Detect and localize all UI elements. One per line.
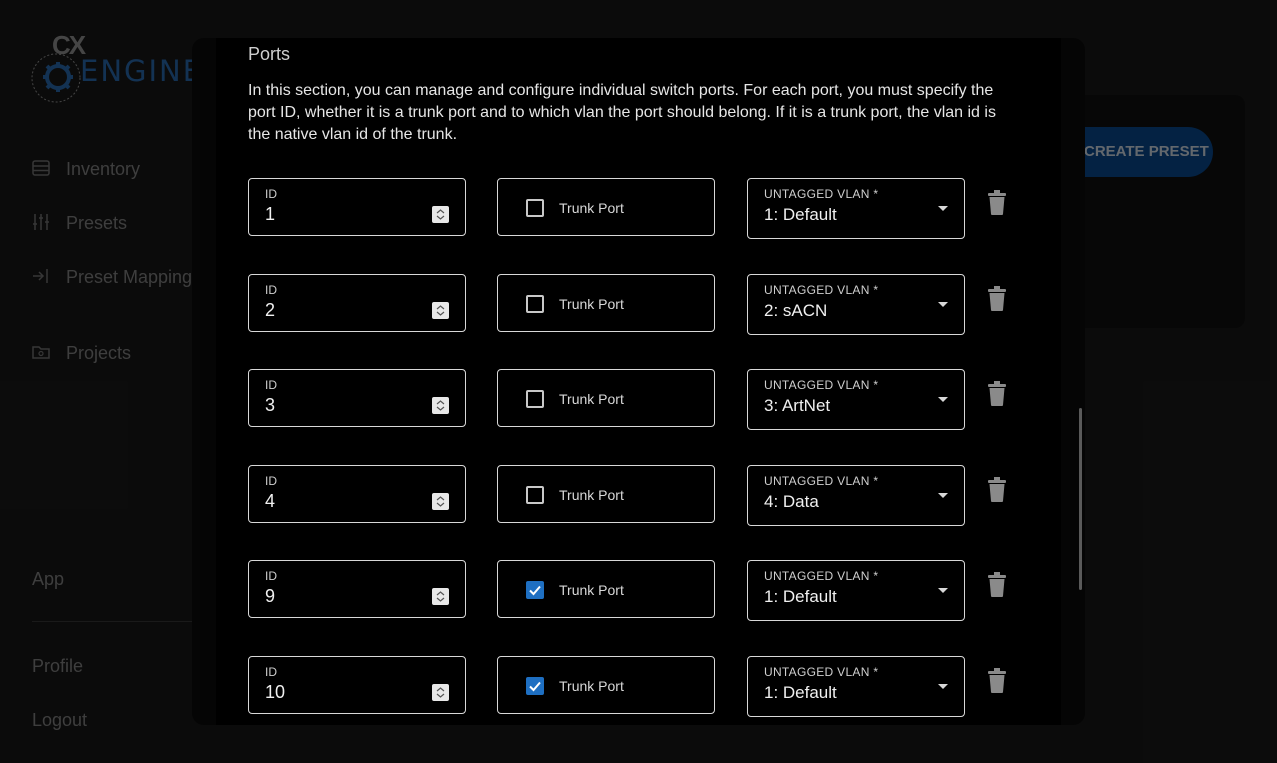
trunk-port-toggle[interactable] <box>497 178 715 236</box>
delete-port-icon[interactable] <box>988 381 1006 407</box>
untagged-vlan-value: 4: Data <box>764 492 819 511</box>
dropdown-arrow-icon <box>938 684 948 689</box>
port-row <box>248 274 1018 336</box>
untagged-vlan-select[interactable] <box>747 560 965 621</box>
port-id-input[interactable] <box>248 274 466 332</box>
port-row <box>248 369 1018 431</box>
port-row <box>248 178 1018 240</box>
port-id-value: 1 <box>265 204 276 224</box>
untagged-vlan-select[interactable] <box>747 656 965 717</box>
checkbox-unchecked-icon[interactable] <box>526 295 544 313</box>
trunk-port-label: Trunk Port <box>559 678 624 694</box>
number-stepper-icon[interactable] <box>432 397 449 414</box>
untagged-vlan-select[interactable] <box>747 465 965 526</box>
port-id-label: ID <box>265 187 277 201</box>
scrollbar-thumb[interactable] <box>1079 408 1082 590</box>
number-stepper-icon[interactable] <box>432 684 449 701</box>
untagged-vlan-label: UNTAGGED VLAN * <box>764 665 879 679</box>
delete-port-icon[interactable] <box>988 286 1006 312</box>
dropdown-arrow-icon <box>938 397 948 402</box>
port-row <box>248 656 1018 718</box>
untagged-vlan-value: 2: sACN <box>764 301 828 320</box>
dropdown-arrow-icon <box>938 493 948 498</box>
untagged-vlan-select[interactable] <box>747 369 965 430</box>
untagged-vlan-label: UNTAGGED VLAN * <box>764 569 879 583</box>
port-id-input[interactable] <box>248 656 466 714</box>
section-description: In this section, you can manage and configure individual switch ports. For each port, you must specify the port ID, whether it is a trunk port and to which vlan the port should belong. If it is a trunk port, the vlan id is the native vlan id of the trunk. <box>248 82 996 143</box>
untagged-vlan-label: UNTAGGED VLAN * <box>764 474 879 488</box>
trunk-port-toggle[interactable] <box>497 274 715 332</box>
number-stepper-icon[interactable] <box>432 493 449 510</box>
number-stepper-icon[interactable] <box>432 206 449 223</box>
untagged-vlan-label: UNTAGGED VLAN * <box>764 187 879 201</box>
port-id-label: ID <box>265 569 277 583</box>
dropdown-arrow-icon <box>938 206 948 211</box>
port-id-value: 2 <box>265 300 276 320</box>
trunk-port-label: Trunk Port <box>559 582 624 598</box>
dropdown-arrow-icon <box>938 588 948 593</box>
ports-dialog <box>192 38 1085 725</box>
checkbox-unchecked-icon[interactable] <box>526 486 544 504</box>
trunk-port-label: Trunk Port <box>559 200 624 216</box>
port-id-value: 3 <box>265 395 276 415</box>
delete-port-icon[interactable] <box>988 477 1006 503</box>
port-id-input[interactable] <box>248 465 466 523</box>
port-id-label: ID <box>265 283 277 297</box>
port-id-value: 4 <box>265 491 276 511</box>
trunk-port-label: Trunk Port <box>559 296 624 312</box>
untagged-vlan-value: 3: ArtNet <box>764 396 831 415</box>
untagged-vlan-label: UNTAGGED VLAN * <box>764 283 879 297</box>
delete-port-icon[interactable] <box>988 190 1006 216</box>
dropdown-arrow-icon <box>938 302 948 307</box>
port-row <box>248 465 1018 527</box>
untagged-vlan-value: 1: Default <box>764 587 837 606</box>
untagged-vlan-select[interactable] <box>747 274 965 335</box>
port-id-label: ID <box>265 665 277 679</box>
trunk-port-toggle[interactable] <box>497 560 715 618</box>
trunk-port-label: Trunk Port <box>559 487 624 503</box>
port-id-input[interactable] <box>248 560 466 618</box>
port-row <box>248 560 1018 622</box>
untagged-vlan-value: 1: Default <box>764 683 837 702</box>
checkbox-checked-icon[interactable] <box>526 581 544 599</box>
trunk-port-label: Trunk Port <box>559 391 624 407</box>
untagged-vlan-select[interactable] <box>747 178 965 239</box>
untagged-vlan-value: 1: Default <box>764 205 837 224</box>
checkbox-checked-icon[interactable] <box>526 677 544 695</box>
trunk-port-toggle[interactable] <box>497 656 715 714</box>
port-id-value: 10 <box>265 682 286 702</box>
port-id-label: ID <box>265 378 277 392</box>
ports-dialog-content <box>216 38 1061 725</box>
trunk-port-toggle[interactable] <box>497 369 715 427</box>
port-id-label: ID <box>265 474 277 488</box>
section-title: Ports <box>248 44 291 64</box>
number-stepper-icon[interactable] <box>432 588 449 605</box>
delete-port-icon[interactable] <box>988 668 1006 694</box>
port-id-input[interactable] <box>248 369 466 427</box>
trunk-port-toggle[interactable] <box>497 465 715 523</box>
checkbox-unchecked-icon[interactable] <box>526 199 544 217</box>
port-id-value: 9 <box>265 586 276 606</box>
port-id-input[interactable] <box>248 178 466 236</box>
number-stepper-icon[interactable] <box>432 302 449 319</box>
delete-port-icon[interactable] <box>988 572 1006 598</box>
untagged-vlan-label: UNTAGGED VLAN * <box>764 378 879 392</box>
checkbox-unchecked-icon[interactable] <box>526 390 544 408</box>
